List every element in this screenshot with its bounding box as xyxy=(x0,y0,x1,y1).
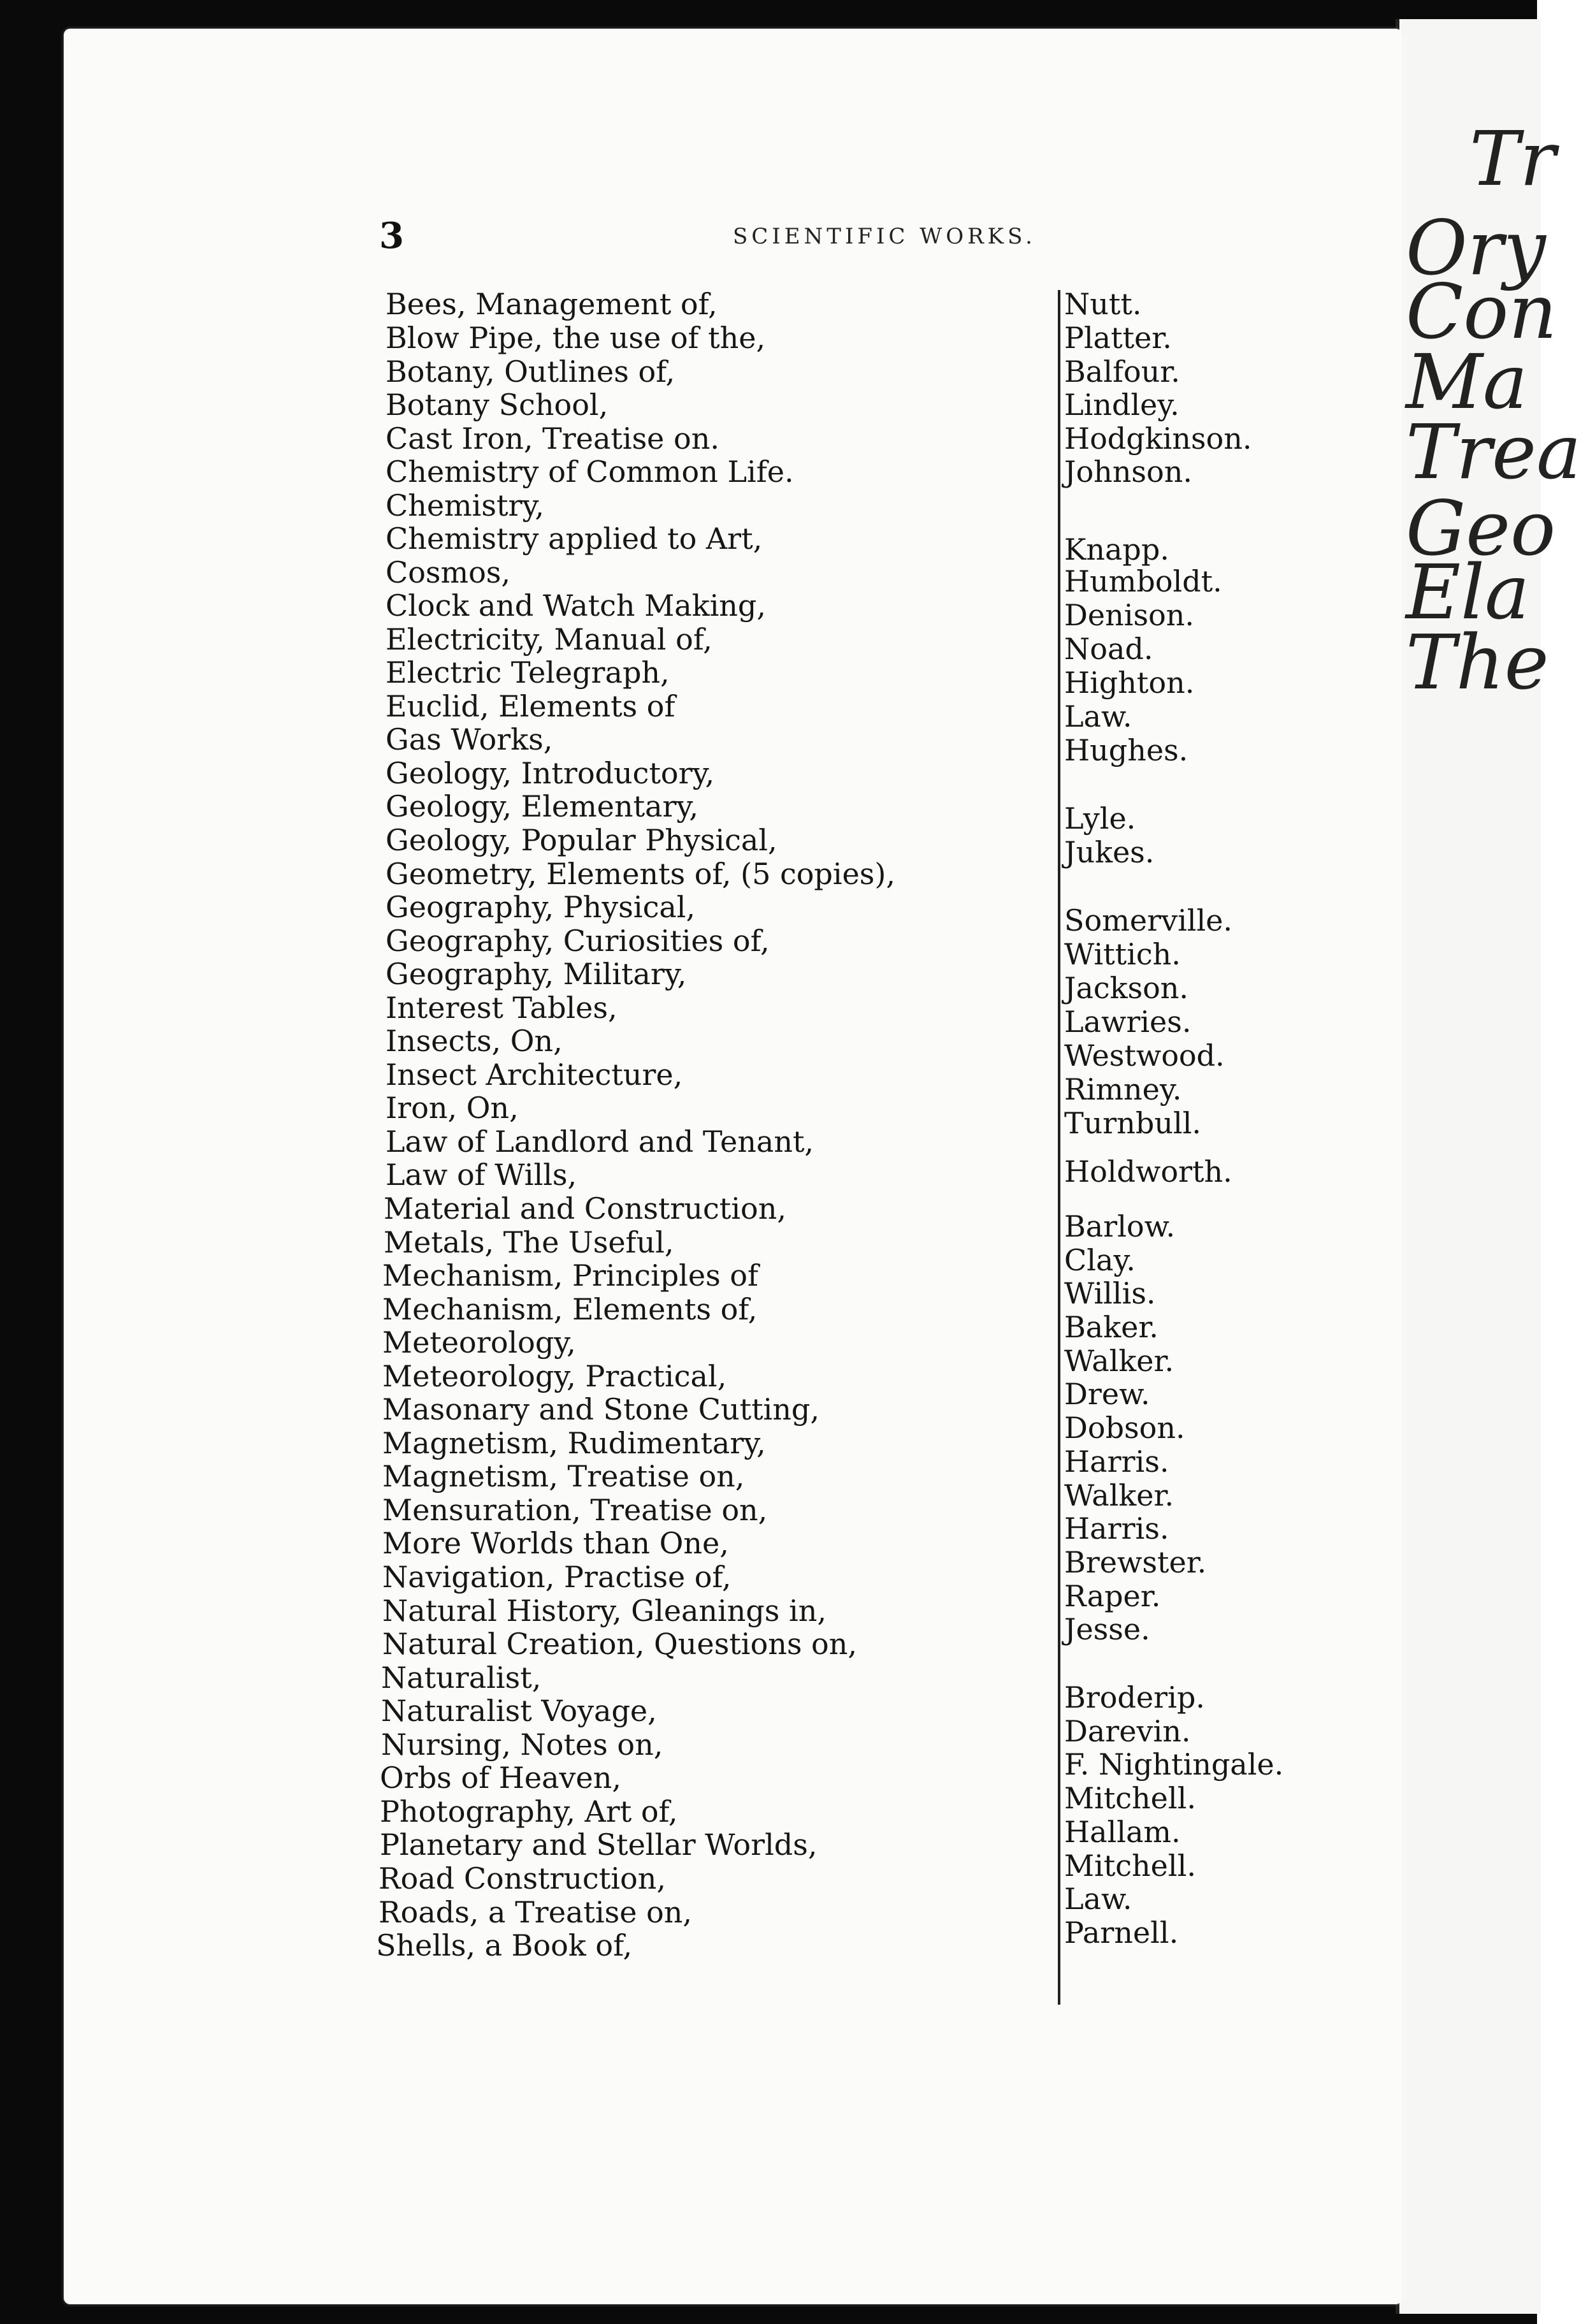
entry-title: More Worlds than One, xyxy=(382,1526,729,1560)
entry-title: Electric Telegraph, xyxy=(386,655,670,690)
entry-author: Walker. xyxy=(1064,1478,1174,1513)
entry-author: Jesse. xyxy=(1064,1612,1150,1646)
entry-author: Wittich. xyxy=(1064,937,1181,971)
handwritten-fragment: Ela xyxy=(1406,548,1530,636)
adjacent-handwritten-page xyxy=(1396,19,1581,2314)
entry-title: Geometry, Elements of, (5 copies), xyxy=(386,857,895,891)
entry-title: Law of Landlord and Tenant, xyxy=(386,1124,814,1159)
entry-title: Cast Iron, Treatise on. xyxy=(386,421,719,456)
entry-title: Interest Tables, xyxy=(386,991,617,1025)
entry-title: Electricity, Manual of, xyxy=(386,622,712,657)
entry-title: Road Construction, xyxy=(379,1861,666,1896)
entry-author: Hodgkinson. xyxy=(1064,421,1252,456)
entry-title: Nursing, Notes on, xyxy=(381,1727,663,1762)
entry-author: Law. xyxy=(1064,699,1132,734)
entry-title: Cosmos, xyxy=(386,555,511,590)
entry-title: Bees, Management of, xyxy=(386,287,718,321)
entry-author: Mitchell. xyxy=(1064,1781,1196,1815)
entry-author: Clay. xyxy=(1064,1243,1136,1277)
entry-title: Orbs of Heaven, xyxy=(380,1761,621,1795)
entry-title: Shells, a Book of, xyxy=(376,1928,633,1963)
entry-author: Hughes. xyxy=(1064,733,1188,767)
entry-title: Botany, Outlines of, xyxy=(386,354,675,389)
handwritten-fragment: Trea xyxy=(1406,408,1581,496)
entry-title: Meteorology, Practical, xyxy=(382,1359,727,1393)
entry-title: Geography, Physical, xyxy=(386,890,696,924)
entry-title: Naturalist, xyxy=(381,1660,542,1695)
entry-author: Baker. xyxy=(1064,1310,1159,1344)
handwritten-fragment: Ma xyxy=(1406,338,1528,426)
running-title: SCIENTIFIC WORKS. xyxy=(733,224,1036,249)
handwritten-fragment: The xyxy=(1406,618,1549,706)
page-number: 3 xyxy=(379,215,404,257)
entry-title: Magnetism, Rudimentary, xyxy=(382,1426,766,1460)
entry-title: Mechanism, Elements of, xyxy=(382,1292,758,1326)
entry-title: Planetary and Stellar Worlds, xyxy=(380,1827,818,1862)
entry-author: Turnbull. xyxy=(1064,1106,1202,1140)
entry-title: Clock and Watch Making, xyxy=(386,588,766,623)
entry-author: Somerville. xyxy=(1064,903,1233,938)
entry-author: Harris. xyxy=(1064,1511,1169,1546)
handwritten-fragment: Con xyxy=(1406,268,1557,356)
entry-author: Humboldt. xyxy=(1064,564,1222,599)
entry-author: Jukes. xyxy=(1064,835,1155,869)
entry-title: Geology, Introductory, xyxy=(386,756,715,790)
entry-title: Mensuration, Treatise on, xyxy=(382,1493,768,1527)
entry-title: Insect Architecture, xyxy=(386,1057,683,1092)
handwritten-fragment: Tr xyxy=(1469,115,1556,203)
entry-author: F. Nightingale. xyxy=(1064,1747,1284,1782)
entry-author: Darevin. xyxy=(1064,1714,1191,1748)
entry-author: Lyle. xyxy=(1064,801,1136,836)
entry-title: Law of Wills, xyxy=(386,1158,577,1192)
entry-author: Denison. xyxy=(1064,598,1194,632)
entry-title: Material and Construction, xyxy=(384,1191,786,1226)
entry-title: Roads, a Treatise on, xyxy=(379,1895,693,1929)
entry-title: Geography, Curiosities of, xyxy=(386,924,770,958)
entry-title: Euclid, Elements of xyxy=(386,689,675,723)
entry-author: Brewster. xyxy=(1064,1545,1207,1580)
entry-title: Masonary and Stone Cutting, xyxy=(382,1392,819,1427)
entry-author: Lindley. xyxy=(1064,388,1180,422)
entry-title: Chemistry, xyxy=(386,488,544,523)
entry-title: Geography, Military, xyxy=(386,957,687,991)
handwritten-fragment: Geo xyxy=(1406,484,1556,572)
document-page xyxy=(64,29,1402,2304)
entry-title: Chemistry of Common Life. xyxy=(386,454,794,489)
entry-author: Drew. xyxy=(1064,1377,1150,1411)
entry-author: Platter. xyxy=(1064,321,1172,355)
entry-title: Photography, Art of, xyxy=(380,1794,678,1829)
entry-title: Botany School, xyxy=(386,388,609,422)
entry-author: Broderip. xyxy=(1064,1680,1205,1715)
entry-author: Dobson. xyxy=(1064,1411,1185,1445)
entry-title: Insects, On, xyxy=(386,1024,563,1058)
catalog-entries xyxy=(64,29,1402,2323)
entry-author: Westwood. xyxy=(1064,1038,1225,1073)
entry-title: Natural History, Gleanings in, xyxy=(382,1594,827,1628)
entry-author: Johnson. xyxy=(1064,454,1192,489)
entry-author: Knapp. xyxy=(1064,532,1169,567)
entry-title: Blow Pipe, the use of the, xyxy=(386,321,766,355)
entry-author: Jackson. xyxy=(1064,971,1189,1005)
entry-author: Highton. xyxy=(1064,665,1195,700)
entry-author: Hallam. xyxy=(1064,1815,1181,1849)
entry-title: Gas Works, xyxy=(386,722,553,757)
entry-title: Navigation, Practise of, xyxy=(382,1560,732,1594)
entry-author: Lawries. xyxy=(1064,1005,1192,1039)
entry-title: Meteorology, xyxy=(382,1325,576,1360)
entry-author: Parnell. xyxy=(1064,1915,1179,1950)
entry-author: Mitchell. xyxy=(1064,1848,1196,1883)
entry-title: Chemistry applied to Art, xyxy=(386,521,763,556)
entry-title: Mechanism, Principles of xyxy=(382,1258,759,1293)
entry-author: Raper. xyxy=(1064,1579,1161,1613)
entry-author: Noad. xyxy=(1064,632,1153,666)
entry-author: Walker. xyxy=(1064,1344,1174,1378)
entry-title: Geology, Elementary, xyxy=(386,789,699,824)
entry-author: Barlow. xyxy=(1064,1209,1176,1244)
entry-title: Magnetism, Treatise on, xyxy=(382,1459,745,1493)
entry-author: Rimney. xyxy=(1064,1072,1182,1107)
entry-title: Iron, On, xyxy=(386,1091,519,1125)
entry-title: Metals, The Useful, xyxy=(384,1225,674,1260)
entry-title: Natural Creation, Questions on, xyxy=(382,1627,857,1661)
entry-author: Harris. xyxy=(1064,1444,1169,1479)
entry-title: Naturalist Voyage, xyxy=(381,1694,657,1728)
entry-author: Balfour. xyxy=(1064,354,1180,389)
entry-author: Willis. xyxy=(1064,1276,1156,1311)
handwritten-fragment: Ory xyxy=(1406,204,1546,292)
entry-author: Nutt. xyxy=(1064,287,1142,321)
entry-author: Holdworth. xyxy=(1064,1154,1232,1189)
entry-title: Geology, Popular Physical, xyxy=(386,823,777,857)
entry-author: Law. xyxy=(1064,1882,1132,1916)
